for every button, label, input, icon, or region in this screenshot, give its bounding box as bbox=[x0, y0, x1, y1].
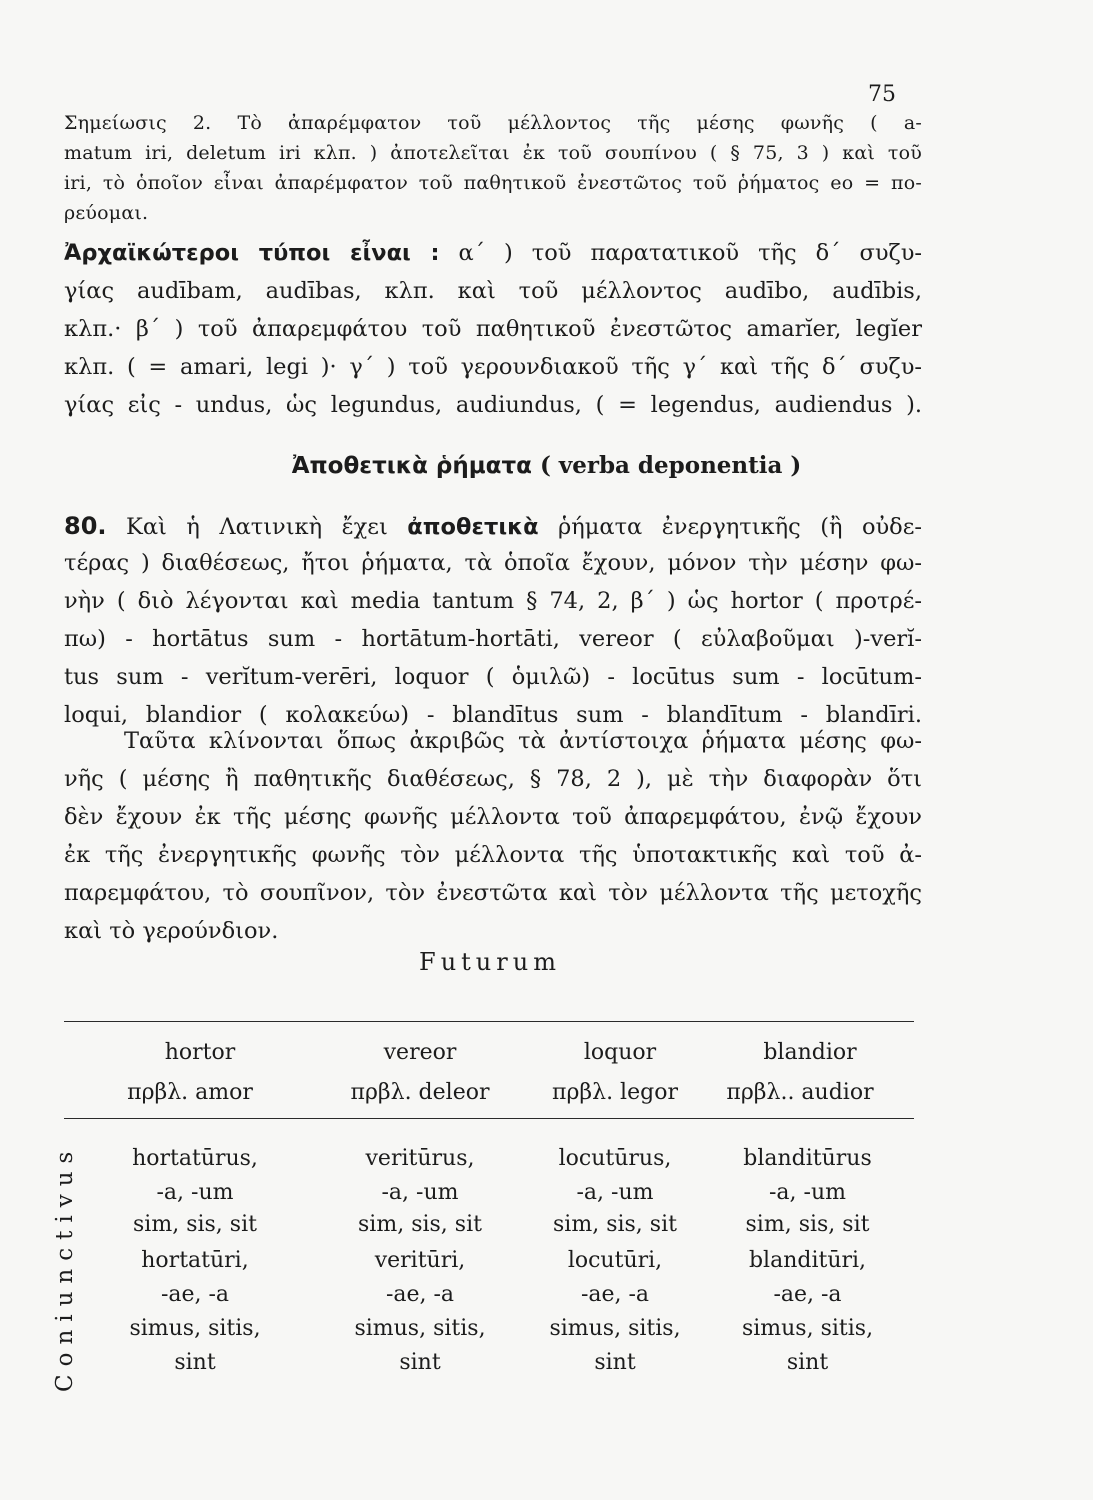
paragraph-number: 80. bbox=[64, 512, 107, 540]
table-cell: -a, -um bbox=[576, 1180, 654, 1205]
table-cell: locutūri, bbox=[567, 1248, 663, 1273]
table-cell: hortatūri, bbox=[141, 1248, 249, 1273]
side-label: Coniunctivus bbox=[52, 1143, 78, 1393]
note-line: matum iri, deletum iri κλπ. ) ἀποτελεῖται ἐκ τοῦ σουπίνου ( § 75, 3 ) καὶ τοῦ bbox=[64, 142, 922, 164]
paragraph-line bbox=[64, 512, 922, 540]
table-cell: sim, sis, sit bbox=[133, 1212, 257, 1237]
table-cell: sim, sis, sit bbox=[358, 1212, 482, 1237]
header-verb: blandior bbox=[763, 1040, 857, 1065]
paragraph-line: καὶ τὸ γερούνδιον. bbox=[64, 918, 279, 944]
bold-term: ἀποθετικὰ bbox=[407, 514, 539, 540]
table-cell: -ae, -a bbox=[773, 1282, 842, 1307]
table-cell: sint bbox=[786, 1350, 829, 1375]
section-heading bbox=[0, 452, 1093, 479]
table-cell: simus, sitis, bbox=[741, 1316, 874, 1341]
paragraph-line: tus sum - verĭtum-verēri, loquor ( ὁμιλῶ) - locūtus sum - locūtum- bbox=[64, 664, 922, 690]
table-cell: sim, sis, sit bbox=[745, 1212, 870, 1237]
paragraph-line: παρεμφάτου, τὸ σουπῖνον, τὸν ἐνεστῶτα καὶ τὸν μέλλοντα τῆς μετοχῆς bbox=[64, 880, 922, 906]
table-cell: -ae, -a bbox=[385, 1282, 455, 1307]
table-cell: locutūrus, bbox=[558, 1146, 672, 1171]
heading-latin: ( verba deponentia ) bbox=[539, 452, 802, 479]
table-cell: sint bbox=[594, 1350, 636, 1375]
table-cell: veritūri, bbox=[374, 1248, 466, 1273]
header-compare: πρβλ.. audior bbox=[726, 1080, 874, 1105]
paragraph-line: τέρας ) διαθέσεως, ἤτοι ῥήματα, τὰ ὁποῖα ἔχουν, μόνον τὴν μέσην φω- bbox=[64, 550, 922, 576]
table-cell: hortatūrus, bbox=[132, 1146, 258, 1171]
paragraph-line: κλπ.· β΄ ) τοῦ ἀπαρεμφάτου τοῦ παθητικοῦ ἐνεστῶτος amarĭer, legĭer bbox=[64, 316, 922, 342]
page-number: 75 bbox=[868, 82, 896, 107]
table-cell: -ae, -a bbox=[160, 1282, 230, 1307]
table-rule-top bbox=[64, 1021, 914, 1022]
header-verb: loquor bbox=[583, 1040, 657, 1065]
paragraph-line: κλπ. ( = amari, legi )· γ΄ ) τοῦ γερουνδιακοῦ τῆς γ΄ καὶ τῆς δ΄ συζυ- bbox=[64, 354, 922, 380]
paragraph-line: νὴν ( διὸ λέγονται καὶ media tantum § 74, 2, β΄ ) ὡς hortor ( προτρέ- bbox=[64, 588, 922, 614]
archaic-line1-rest: α΄ ) τοῦ παρατατικοῦ τῆς δ΄ συζυ- bbox=[439, 240, 922, 266]
paragraph-line: δὲν ἔχουν ἐκ τῆς μέσης φωνῆς μέλλοντα τοῦ ἀπαρεμφάτου, ἐνῷ ἔχουν bbox=[64, 804, 922, 830]
table-cell: -a, -um bbox=[769, 1180, 846, 1205]
paragraph-line: Ταῦτα κλίνονται ὅπως ἀκριβῶς τὰ ἀντίστοιχα ῥήματα μέσης φω- bbox=[124, 728, 922, 754]
table-cell: simus, sitis, bbox=[354, 1316, 486, 1341]
table-cell: simus, sitis, bbox=[129, 1316, 261, 1341]
para80-text-b: ῥήματα ἐνεργητικῆς (ἢ οὐδε- bbox=[538, 514, 922, 540]
table-cell: -a, -um bbox=[381, 1180, 459, 1205]
table-cell: -ae, -a bbox=[580, 1282, 650, 1307]
heading-greek: Ἀποθετικὰ ῥήματα bbox=[291, 453, 532, 479]
table-cell: sim, sis, sit bbox=[553, 1212, 677, 1237]
header-compare: πρβλ. deleor bbox=[350, 1080, 490, 1105]
header-verb: hortor bbox=[164, 1040, 236, 1065]
note-line: iri, τὸ ὁποῖον εἶναι ἀπαρέμφατον τοῦ παθητικοῦ ἐνεστῶτος τοῦ ῥήματος eo = πο- bbox=[64, 172, 922, 194]
table-cell: sint bbox=[174, 1350, 216, 1375]
table-title: Futurum bbox=[419, 948, 561, 976]
paragraph-line: πω) - hortātus sum - hortātum-hortāti, vereor ( εὐλαβοῦμαι )-verĭ- bbox=[64, 626, 922, 652]
header-verb: vereor bbox=[383, 1040, 457, 1065]
paragraph-line: ἐκ τῆς ἐνεργητικῆς φωνῆς τὸν μέλλοντα τῆς ὑποτακτικῆς καὶ τοῦ ἀ- bbox=[64, 842, 922, 868]
header-compare: πρβλ. amor bbox=[127, 1080, 253, 1105]
table-rule-header bbox=[64, 1118, 914, 1119]
paragraph-line: γίας εἰς - undus, ὡς legundus, audiundus, ( = legendus, audiendus ). bbox=[64, 392, 922, 418]
table-cell: sint bbox=[399, 1350, 441, 1375]
paragraph-line: νῆς ( μέσης ἢ παθητικῆς διαθέσεως, § 78, 2 ), μὲ τὴν διαφορὰν ὅτι bbox=[64, 766, 922, 792]
table-cell: simus, sitis, bbox=[549, 1316, 681, 1341]
header-compare: πρβλ. legor bbox=[552, 1080, 678, 1105]
note-line: ρεύομαι. bbox=[64, 202, 149, 224]
para80-text-a: Καὶ ἡ Λατινικὴ ἔχει bbox=[106, 514, 408, 540]
table-cell: blanditūrus bbox=[743, 1146, 872, 1171]
table-cell: -a, -um bbox=[156, 1180, 234, 1205]
table-cell: veritūrus, bbox=[365, 1146, 475, 1171]
table-cell: blanditūri, bbox=[748, 1248, 867, 1273]
note-line: Σημείωσις 2. Τὸ ἀπαρέμφατον τοῦ μέλλοντος τῆς μέσης φωνῆς ( a- bbox=[64, 112, 922, 134]
paragraph-line: γίας audībam, audības, κλπ. καὶ τοῦ μέλλοντος audībo, audībis, bbox=[64, 278, 922, 304]
paragraph-line bbox=[64, 240, 922, 266]
archaic-lead: Ἀρχαϊκώτεροι τύποι εἶναι : bbox=[64, 240, 440, 266]
paragraph-line: loqui, blandior ( κολακεύω) - blandītus sum - blandītum - blandīri. bbox=[64, 702, 922, 728]
